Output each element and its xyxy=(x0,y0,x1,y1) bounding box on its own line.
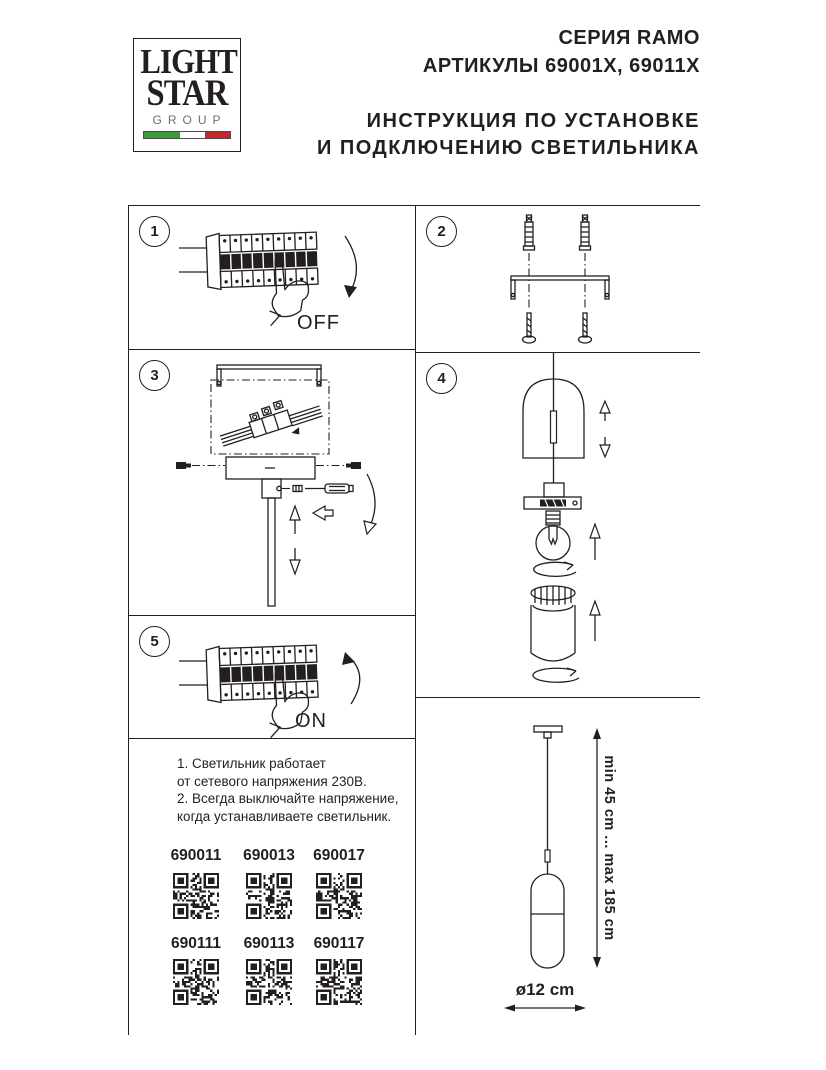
step-number-badge: 3 xyxy=(139,360,170,391)
step-number-badge: 5 xyxy=(139,626,170,657)
subtitle-line-1: ИНСТРУКЦИЯ ПО УСТАНОВКЕ xyxy=(366,110,700,132)
off-label: OFF xyxy=(297,312,340,334)
curved-up-arrow-icon xyxy=(350,658,360,704)
safety-notes xyxy=(177,755,398,825)
article-number: 690017 xyxy=(313,847,365,864)
mounting-bracket xyxy=(217,365,321,369)
subtitle-line-2: И ПОДКЛЮЧЕНИЮ СВЕТИЛЬНИКА xyxy=(316,137,700,159)
mounting-screw xyxy=(579,313,592,343)
ceiling-plate xyxy=(534,726,562,732)
step-4-panel xyxy=(415,352,700,697)
note-line: 2. Всегда выключайте напряжение, xyxy=(177,791,399,806)
logo-word-star: STAR xyxy=(146,73,228,114)
diameter-dimension-label: ø12 cm xyxy=(515,980,575,999)
articles-title: АРТИКУЛЫ 69001X, 69011X xyxy=(422,55,700,77)
curved-down-arrow-icon xyxy=(345,236,356,292)
breaker-off-drawing xyxy=(129,206,416,350)
qr-code xyxy=(316,959,362,1005)
qr-code xyxy=(173,873,219,919)
lightstar-logo xyxy=(133,38,241,152)
note-line: 1. Светильник работает xyxy=(177,756,326,771)
left-side-screw xyxy=(176,462,186,469)
rotate-arrow-icon xyxy=(367,474,375,528)
right-side-screw xyxy=(351,462,361,469)
stem-holder xyxy=(262,479,281,498)
qr-code xyxy=(246,873,292,919)
note-line: от сетевого напряжения 230В. xyxy=(177,773,367,789)
notes-panel xyxy=(128,738,415,1035)
article-number: 690117 xyxy=(313,935,365,952)
terminal-block xyxy=(215,390,326,458)
height-dimension-label: min 45 cm ... max 185 cm xyxy=(601,755,617,941)
qr-code xyxy=(173,959,219,1005)
mounting-screw xyxy=(523,313,536,343)
step-5-panel xyxy=(128,615,415,738)
left-arrow-icon xyxy=(313,506,333,520)
socket-block xyxy=(544,483,564,497)
step-number-badge: 1 xyxy=(139,216,170,247)
step-number-badge: 2 xyxy=(426,216,457,247)
qr-code xyxy=(316,873,362,919)
article-number: 690113 xyxy=(243,935,295,952)
mounting-bracket xyxy=(511,276,609,299)
qr-code xyxy=(246,959,292,1005)
canopy-assembly-drawing xyxy=(129,350,416,616)
wall-anchor xyxy=(524,215,535,250)
italian-flag-bar xyxy=(143,131,231,139)
shade-assembly-drawing xyxy=(416,353,701,698)
capsule-shade xyxy=(531,874,564,968)
logo-word-group: GROUP xyxy=(152,113,227,127)
step-number-badge: 4 xyxy=(426,363,457,394)
wall-anchor xyxy=(580,215,591,250)
step-3-panel xyxy=(128,349,415,615)
logo-word-light: LIGHT xyxy=(140,42,237,81)
article-number: 690111 xyxy=(170,935,221,952)
step-1-panel xyxy=(128,205,415,349)
set-screw xyxy=(293,486,302,492)
alignment-box xyxy=(211,380,329,454)
cylinder-shade xyxy=(531,586,575,661)
dimensions-panel xyxy=(415,697,700,1035)
pendant-rod xyxy=(268,498,275,606)
mounting-hardware-drawing xyxy=(416,206,701,353)
on-label: ON xyxy=(295,710,327,732)
document-title xyxy=(260,24,700,80)
step-2-panel xyxy=(415,205,700,352)
series-title: СЕРИЯ RAMO xyxy=(558,27,700,49)
breaker-on-drawing xyxy=(129,616,416,739)
note-line: когда устанавливаете светильник. xyxy=(177,808,392,824)
document-subtitle xyxy=(260,108,700,162)
article-number: 690011 xyxy=(170,847,222,864)
article-number: 690013 xyxy=(243,847,295,864)
light-bulb xyxy=(536,511,570,560)
